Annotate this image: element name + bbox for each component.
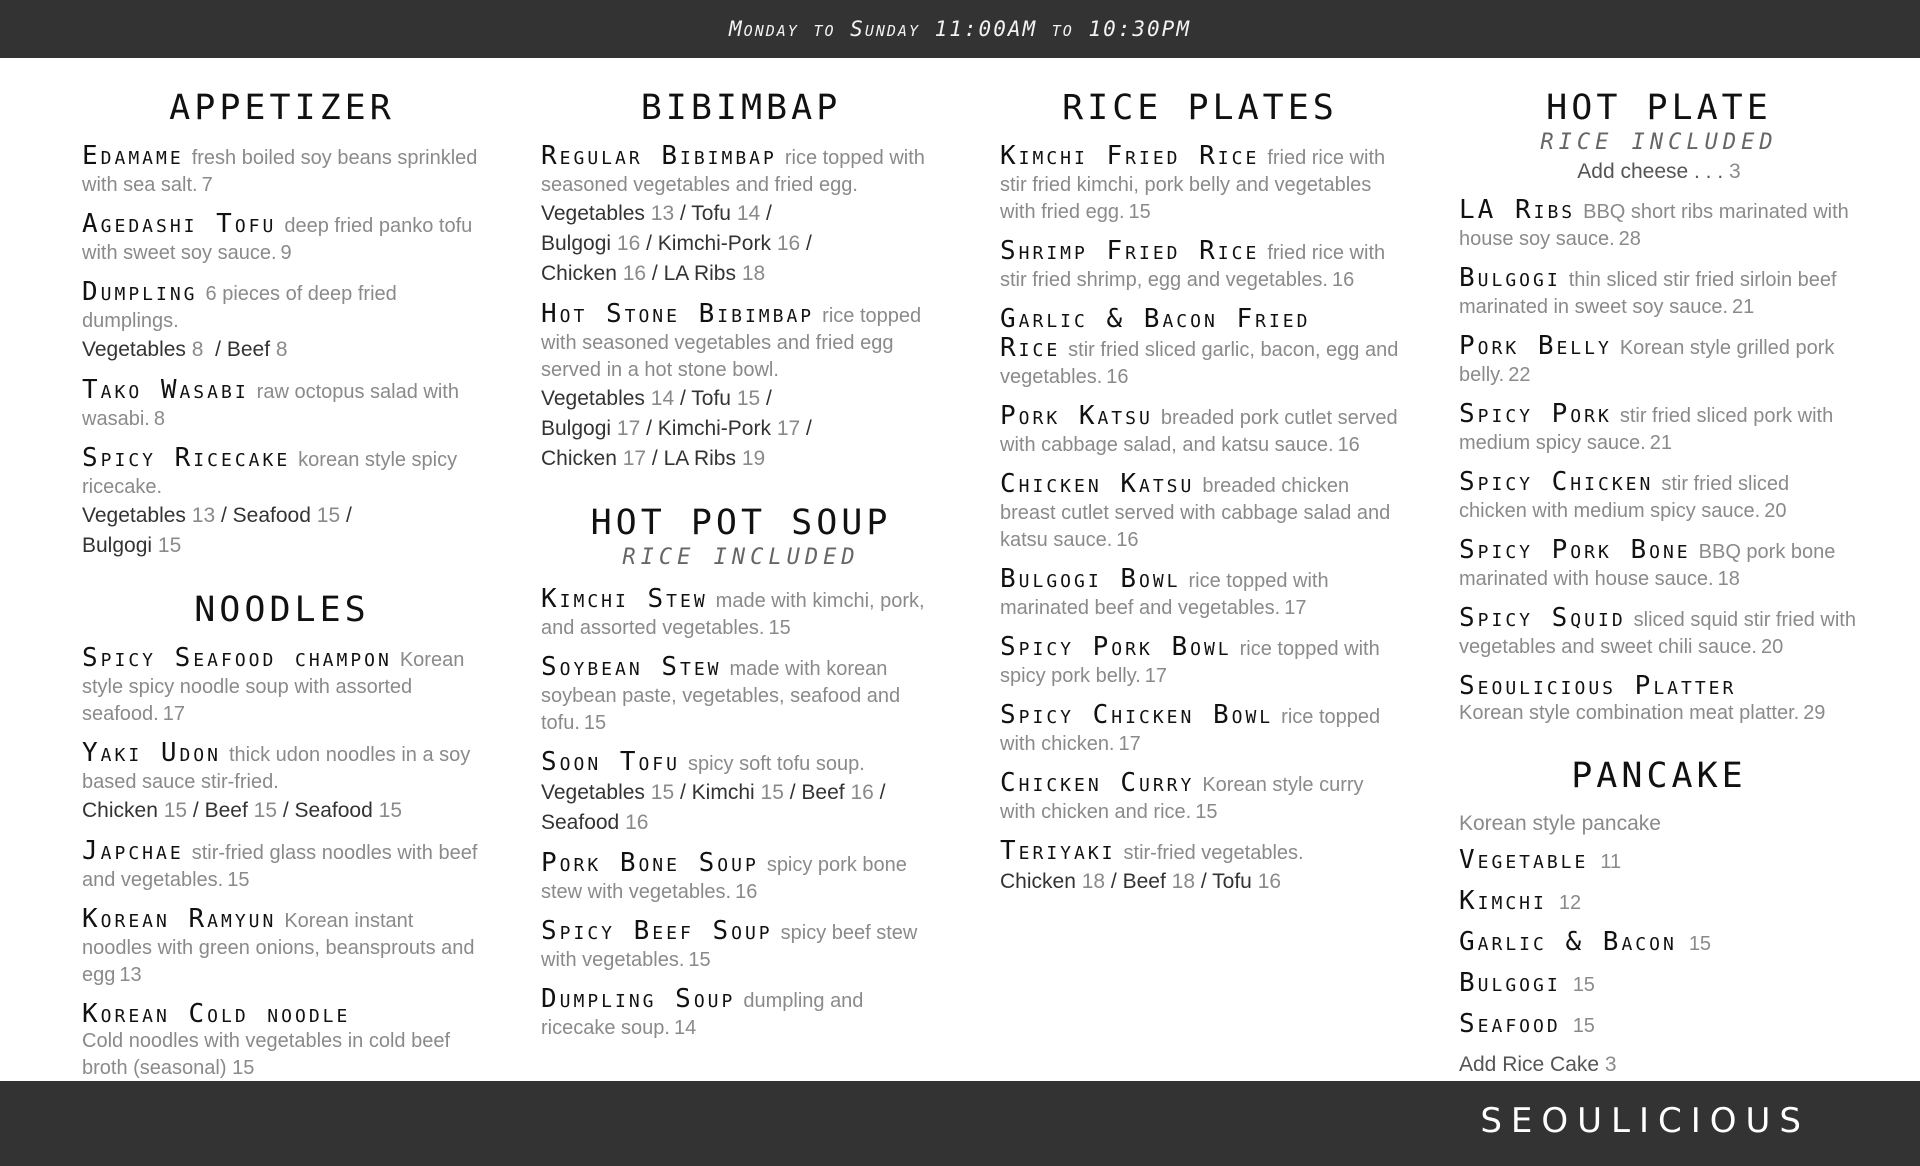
item-desc: rice topped with seasoned vegetables and fried egg. <box>541 147 925 196</box>
item-name: Korean Cold noodle <box>82 999 351 1029</box>
menu-item-soon-tofu <box>541 749 941 838</box>
option-price: 15 <box>163 799 188 822</box>
item-desc: Korean style grilled pork belly. <box>1459 337 1835 386</box>
item-desc: rice topped with marinated beef and vegetables. <box>1000 570 1329 619</box>
item-name: Yaki Udon <box>82 738 221 768</box>
item-name: Bulgogi Bowl <box>1000 564 1181 594</box>
option-name: Bulgogi <box>541 417 612 440</box>
item-price: 22 <box>1508 364 1531 386</box>
pancake-item-seafood <box>1459 1011 1859 1040</box>
pancake-item-vegetable <box>1459 847 1859 876</box>
item-name: Pork Bone Soup <box>541 848 759 878</box>
item-desc: spicy beef stew with vegetables. <box>541 922 918 971</box>
option-price: 15 <box>157 534 182 557</box>
menu-item-spicy-squid <box>1459 605 1859 661</box>
item-price: 16 <box>1106 366 1129 388</box>
item-name: Spicy Chicken <box>1459 467 1654 497</box>
option-price: 14 <box>736 202 761 225</box>
option-name: Beef <box>226 338 271 361</box>
item-name: Kimchi Fried Rice <box>1000 141 1260 171</box>
item-price: 20 <box>1760 636 1784 658</box>
menu-item-kimchi-stew <box>541 586 941 642</box>
option-name: Vegetables <box>541 202 645 225</box>
menu-item-shrimp-fried-rice <box>1000 238 1400 294</box>
menu-item-korean-cold-noodle <box>82 1001 482 1082</box>
item-name: Kimchi Stew <box>541 584 708 614</box>
item-desc: breaded chicken breast cutlet served with cabbage salad and katsu sauce. <box>1000 475 1391 551</box>
menu-item-kimchi-fried-rice <box>1000 143 1400 226</box>
item-price: 16 <box>1331 269 1355 291</box>
option-name: Vegetables <box>82 504 186 527</box>
menu-item-teriyaki <box>1000 838 1400 897</box>
item-price: 15 <box>1195 801 1218 823</box>
option-name: Beef <box>1122 870 1166 893</box>
item-price: 13 <box>119 964 142 986</box>
menu-item-spicy-seafood-champon <box>82 645 482 728</box>
menu-item-spicy-ricecake <box>82 445 482 561</box>
item-name: Spicy Squid <box>1459 603 1626 633</box>
option-price: 18 <box>1081 870 1106 893</box>
item-options: Vegetables 8 / Beef 8 <box>82 338 288 361</box>
option-name: Kimchi-Pork <box>657 232 771 255</box>
option-name: Beef <box>204 799 248 822</box>
option-name: LA Ribs <box>663 262 736 285</box>
menu-item-chicken-curry <box>1000 770 1400 826</box>
menu-column-3 <box>1000 85 1400 909</box>
hot-plate-subtitle: RICE INCLUDED <box>1540 130 1778 155</box>
option-price: 16 <box>1257 870 1282 893</box>
item-options: Vegetables 13 / Tofu 14 / Bulgogi 16 / Kimchi-Pork 16 / Chicken 16 / LA Ribs 18 <box>541 202 812 285</box>
option-price: 17 <box>616 417 641 440</box>
menu-column-1 <box>82 85 482 1094</box>
option-price: 16 <box>616 232 641 255</box>
item-price: 17 <box>1144 665 1168 687</box>
item-desc: spicy pork bone stew with vegetables. <box>541 854 907 903</box>
item-desc: made with korean soybean paste, vegetables, seafood and tofu. <box>541 658 901 734</box>
add-cheese-note <box>1459 159 1859 185</box>
menu-item-spicy-chicken-bowl <box>1000 702 1400 758</box>
option-name: Chicken <box>541 447 617 470</box>
option-name: Chicken <box>82 799 158 822</box>
add-cheese-price: 3 <box>1729 160 1741 183</box>
item-name: Soon Tofu <box>541 747 680 777</box>
item-price: 29 <box>1803 702 1826 724</box>
item-desc: rice topped with seasoned vegetables and fried egg served in a hot stone bowl. <box>541 305 922 381</box>
item-options: Vegetables 14 / Tofu 15 / Bulgogi 17 / Kimchi-Pork 17 / Chicken 17 / LA Ribs 19 <box>541 387 812 470</box>
item-price: 16 <box>735 881 758 903</box>
item-price: 17 <box>1118 733 1141 755</box>
option-price: 8 <box>275 338 288 361</box>
item-name: Vegetable <box>1459 845 1589 875</box>
menu-column-2 <box>541 85 941 1054</box>
item-price: 17 <box>1284 597 1307 619</box>
item-price: 9 <box>280 242 292 264</box>
item-desc: stir fried sliced pork with medium spicy sauce. <box>1459 405 1834 454</box>
item-desc: raw octopus salad with wasabi. <box>82 381 459 430</box>
option-price: 16 <box>850 781 874 804</box>
item-desc: Korean instant noodles with green onions, beansprouts and egg <box>82 910 475 986</box>
option-price: 15 <box>378 799 402 822</box>
option-price: 15 <box>316 504 341 527</box>
appetizer-title: APPETIZER <box>169 88 395 128</box>
option-price: 16 <box>776 232 801 255</box>
item-desc: 6 pieces of deep fried dumplings. <box>82 283 397 332</box>
hot-pot-soup-subtitle: RICE INCLUDED <box>622 545 860 570</box>
item-name: Tako Wasabi <box>82 375 249 405</box>
option-name: Tofu <box>691 387 731 410</box>
item-price: 15 <box>1128 201 1151 223</box>
option-name: Chicken <box>1000 870 1076 893</box>
menu-column-4 <box>1459 85 1859 1088</box>
item-desc: thick udon noodles in a soy based sauce stir-fried. <box>82 744 471 793</box>
option-price: 17 <box>622 447 647 470</box>
item-name: Seafood <box>1459 1009 1561 1039</box>
menu-item-korean-ramyun <box>82 906 482 989</box>
item-desc: spicy soft tofu soup. <box>687 753 865 775</box>
item-options: Chicken 18 / Beef 18 / Tofu 16 <box>1000 870 1282 893</box>
item-desc: Korean style combination meat platter. <box>1459 702 1800 724</box>
item-desc: Korean style spicy noodle soup with assorted seafood. <box>82 649 465 725</box>
hot-plate-title: HOT PLATE <box>1546 88 1772 128</box>
item-price: 15 <box>227 869 250 891</box>
menu-item-yaki-udon <box>82 740 482 826</box>
option-price: 15 <box>760 781 784 804</box>
option-name: Vegetables <box>541 387 645 410</box>
item-options: Chicken 15 / Beef 15 / Seafood 15 <box>82 799 402 822</box>
option-name: Vegetables <box>82 338 186 361</box>
pancake-item-garlic-bacon <box>1459 929 1859 958</box>
add-rice-cake-price: 3 <box>1604 1053 1617 1076</box>
item-desc: fried rice with stir fried kimchi, pork belly and vegetables with fried egg. <box>1000 147 1386 223</box>
menu-item-bulgogi <box>1459 265 1859 321</box>
item-name: Spicy Pork <box>1459 399 1612 429</box>
option-name: Kimchi <box>691 781 755 804</box>
option-price: 13 <box>650 202 675 225</box>
option-name: Kimchi-Pork <box>657 417 771 440</box>
item-name: Bulgogi <box>1459 263 1561 293</box>
menu-item-spicy-pork-bone <box>1459 537 1859 593</box>
rice-plates-title: RICE PLATES <box>1062 88 1338 128</box>
item-name: Spicy Ricecake <box>82 443 291 473</box>
add-rice-cake-note <box>1459 1052 1859 1078</box>
add-cheese-label: Add cheese . . . <box>1577 160 1724 183</box>
item-price: 15 <box>1572 974 1595 996</box>
menu-item-spicy-beef-soup <box>541 918 941 974</box>
option-price: 14 <box>650 387 675 410</box>
option-price: 17 <box>776 417 801 440</box>
item-name: LA Ribs <box>1459 195 1576 225</box>
item-name: Spicy Pork Bowl <box>1000 632 1232 662</box>
item-name: Garlic & Bacon <box>1459 927 1677 957</box>
menu-item-chicken-katsu <box>1000 471 1400 554</box>
option-price: 13 <box>191 504 216 527</box>
option-name: Bulgogi <box>541 232 612 255</box>
option-price: 18 <box>1171 870 1196 893</box>
menu-item-pork-belly <box>1459 333 1859 389</box>
item-name: Spicy Chicken Bowl <box>1000 700 1274 730</box>
item-desc: stir fried sliced chicken with medium spicy sauce. <box>1459 473 1790 522</box>
item-desc: rice topped with chicken. <box>1000 706 1381 755</box>
menu-item-spicy-chicken <box>1459 469 1859 525</box>
item-desc: stir-fried glass noodles with beef and vegetables. <box>82 842 478 891</box>
item-name: Chicken Curry <box>1000 768 1195 798</box>
menu-item-pork-bone-soup <box>541 850 941 906</box>
menu-item-soybean-stew <box>541 654 941 737</box>
menu-item-bulgogi-bowl <box>1000 566 1400 622</box>
option-name: Beef <box>801 781 845 804</box>
item-name: Pork Belly <box>1459 331 1612 361</box>
item-name: Hot Stone Bibimbap <box>541 299 815 329</box>
item-name: Regular Bibimbap <box>541 141 777 171</box>
option-name: Seafood <box>541 811 620 834</box>
item-name: Edamame <box>82 141 184 171</box>
option-price: 16 <box>622 262 647 285</box>
item-name: Korean Ramyun <box>82 904 277 934</box>
option-name: Tofu <box>1212 870 1252 893</box>
menu-item-edamame <box>82 143 482 199</box>
item-price: 20 <box>1764 500 1787 522</box>
item-desc: stir fried sliced garlic, bacon, egg and vegetables. <box>1000 339 1399 388</box>
item-price: 17 <box>162 703 185 725</box>
item-desc: sliced squid stir fried with vegetables and sweet chili sauce. <box>1459 609 1856 658</box>
item-price: 7 <box>201 174 213 196</box>
item-name: Spicy Beef Soup <box>541 916 773 946</box>
option-name: Bulgogi <box>82 534 153 557</box>
item-price: 12 <box>1558 892 1582 914</box>
option-price: 18 <box>741 262 766 285</box>
option-price: 15 <box>736 387 761 410</box>
item-price: 18 <box>1717 568 1740 590</box>
menu-item-japchae <box>82 838 482 894</box>
hours-banner <box>0 0 1920 58</box>
item-desc: deep fried panko tofu with sweet soy sauce. <box>82 215 473 264</box>
item-name: Japchae <box>82 836 184 866</box>
hours-text: Monday to Sunday 11:00AM to 10:30PM <box>729 17 1191 41</box>
item-name: Seoulicious Platter <box>1459 671 1737 701</box>
option-name: LA Ribs <box>663 447 736 470</box>
menu-item-garlic-bacon-fried-rice <box>1000 306 1400 391</box>
item-price: 8 <box>153 408 165 430</box>
menu-item-hot-stone-bibimbap <box>541 301 941 474</box>
item-desc: korean style spicy ricecake. <box>82 449 458 498</box>
item-price: 28 <box>1618 228 1641 250</box>
item-name: Spicy Pork Bone <box>1459 535 1691 565</box>
option-name: Seafood <box>294 799 373 822</box>
option-price: 16 <box>625 811 649 834</box>
option-price: 19 <box>741 447 766 470</box>
item-name: Dumpling <box>82 277 198 307</box>
menu-item-dumpling <box>82 279 482 365</box>
option-price: 15 <box>253 799 278 822</box>
item-desc: Korean style curry with chicken and rice. <box>1000 774 1364 823</box>
pancake-intro <box>1459 811 1859 837</box>
item-name: Soybean Stew <box>541 652 722 682</box>
item-name: Kimchi <box>1459 886 1547 916</box>
item-desc: fresh boiled soy beans sprinkled with sea salt. <box>82 147 478 196</box>
item-desc: BBQ pork bone marinated with house sauce. <box>1459 541 1836 590</box>
item-price: 15 <box>768 617 791 639</box>
menu-item-seoulicious-platter <box>1459 673 1859 727</box>
item-desc: fried rice with stir fried shrimp, egg and vegetables. <box>1000 242 1386 291</box>
item-name: Bulgogi <box>1459 968 1561 998</box>
item-desc: Cold noodles with vegetables in cold beef broth (seasonal) 15 <box>82 1030 451 1079</box>
item-price: 15 <box>1688 933 1712 955</box>
item-price: 15 <box>583 712 607 734</box>
bibimbap-title: BIBIMBAP <box>640 88 842 128</box>
item-price: 11 <box>1600 851 1622 873</box>
item-name: Garlic & Bacon Fried Rice <box>1000 304 1311 363</box>
item-options: Vegetables 15 / Kimchi 15 / Beef 16 / Seafood 16 <box>541 781 886 834</box>
menu-item-spicy-pork-bowl <box>1000 634 1400 690</box>
option-name: Chicken <box>541 262 617 285</box>
option-name: Tofu <box>691 202 731 225</box>
menu-item-tako-wasabi <box>82 377 482 433</box>
item-name: Spicy Seafood champon <box>82 643 392 673</box>
menu-item-dumpling-soup <box>541 986 941 1042</box>
item-price: 14 <box>673 1017 697 1039</box>
item-name: Teriyaki <box>1000 836 1116 866</box>
item-name: Pork Katsu <box>1000 401 1153 431</box>
menu-item-regular-bibimbap <box>541 143 941 289</box>
item-desc: made with kimchi, pork, and assorted vegetables. <box>541 590 925 639</box>
item-name: Shrimp Fried Rice <box>1000 236 1260 266</box>
item-desc: thin sliced stir fried sirloin beef marinated in sweet soy sauce. <box>1459 269 1837 318</box>
item-desc: dumpling and ricecake soup. <box>541 990 864 1039</box>
pancake-title: PANCAKE <box>1571 756 1747 796</box>
add-rice-cake-label: Add Rice Cake <box>1459 1053 1600 1076</box>
brand-name: SEOULICIOUS <box>1480 1101 1810 1141</box>
menu-item-la-ribs <box>1459 197 1859 253</box>
item-name: Chicken Katsu <box>1000 469 1195 499</box>
item-options: Vegetables 13 / Seafood 15 / Bulgogi 15 <box>82 504 352 557</box>
option-price: 8 <box>191 338 204 361</box>
hot-pot-soup-title: HOT POT SOUP <box>590 503 892 543</box>
item-desc: rice topped with spicy pork belly. <box>1000 638 1380 687</box>
item-desc: breaded pork cutlet served with cabbage salad, and katsu sauce. <box>1000 407 1398 456</box>
item-price: 21 <box>1732 296 1755 318</box>
footer-banner <box>0 1081 1920 1166</box>
option-price: 15 <box>650 781 675 804</box>
item-price: 15 <box>688 949 711 971</box>
item-name: Agedashi Tofu <box>82 209 277 239</box>
pancake-item-bulgogi <box>1459 970 1859 999</box>
pancake-intro-text: Korean style pancake <box>1459 812 1661 835</box>
item-name: Dumpling Soup <box>541 984 736 1014</box>
menu-item-pork-katsu <box>1000 403 1400 459</box>
item-desc: BBQ short ribs marinated with house soy sauce. <box>1459 201 1849 250</box>
item-price: 21 <box>1649 432 1672 454</box>
noodles-title: NOODLES <box>194 590 370 630</box>
option-name: Vegetables <box>541 781 645 804</box>
item-price: 16 <box>1116 529 1139 551</box>
menu-item-agedashi-tofu <box>82 211 482 267</box>
pancake-item-kimchi <box>1459 888 1859 917</box>
option-name: Seafood <box>232 504 311 527</box>
menu-item-spicy-pork <box>1459 401 1859 457</box>
item-desc: stir-fried vegetables. <box>1123 842 1304 864</box>
item-price: 15 <box>1572 1015 1595 1037</box>
item-price: 16 <box>1337 434 1360 456</box>
